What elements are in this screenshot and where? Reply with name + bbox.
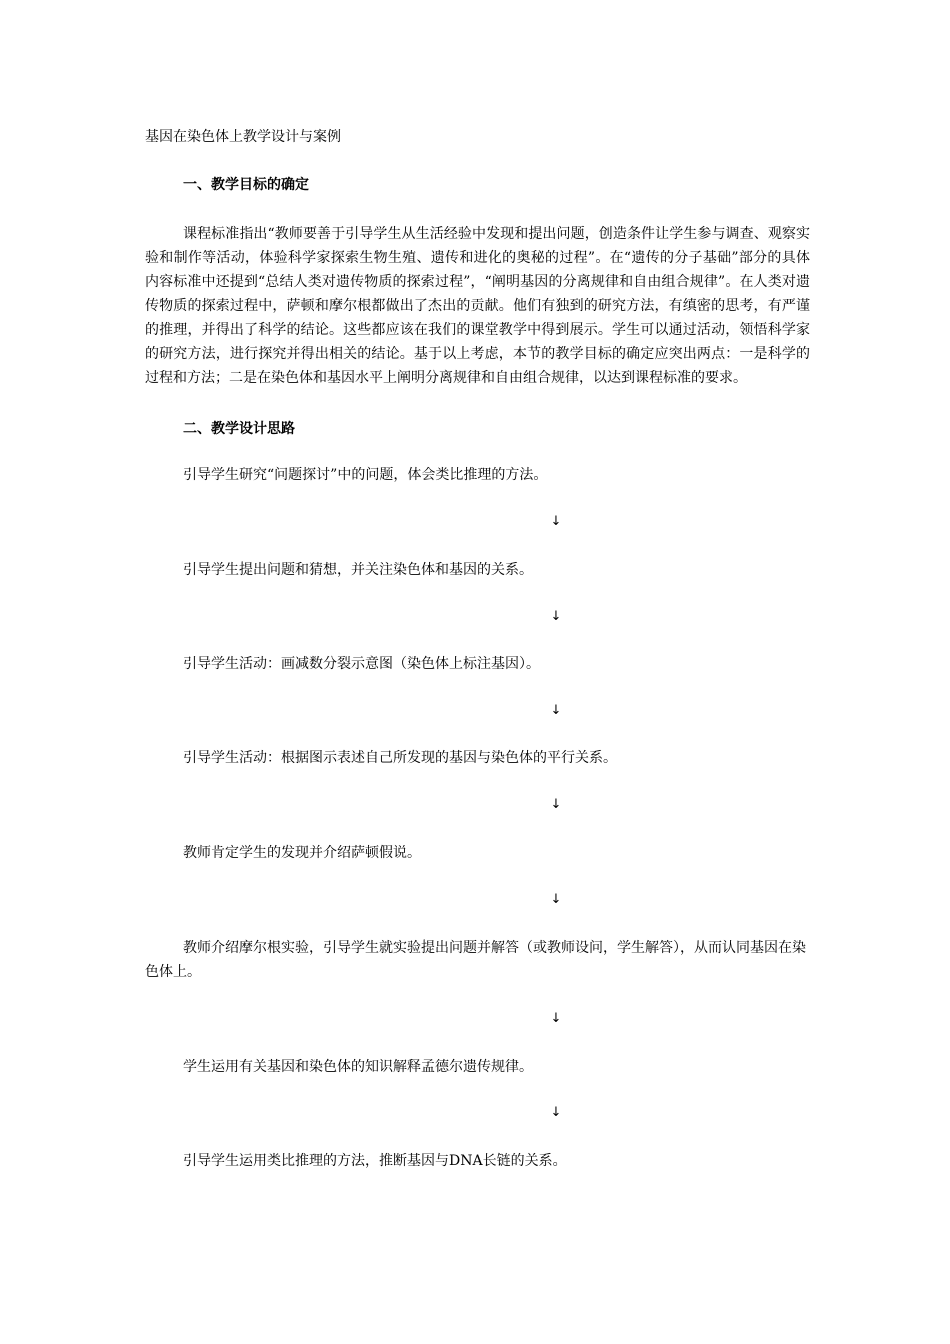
down-arrow-icon: ↓ (550, 1011, 562, 1026)
down-arrow-icon: ↓ (550, 703, 562, 718)
document-title: 基因在染色体上教学设计与案例 (145, 129, 341, 145)
down-arrow-icon: ↓ (550, 514, 562, 529)
section-heading-objectives: 一、教学目标的确定 (183, 177, 309, 193)
design-step-3: 引导学生活动：画减数分裂示意图（染色体上标注基因）。 (183, 656, 540, 672)
down-arrow-icon: ↓ (550, 1105, 562, 1120)
down-arrow-icon: ↓ (550, 609, 562, 624)
design-step-5: 教师肯定学生的发现并介绍萨顿假说。 (183, 845, 421, 861)
down-arrow-icon: ↓ (550, 797, 562, 812)
design-step-8: 引导学生运用类比推理的方法，推断基因与DNA长链的关系。 (183, 1153, 567, 1169)
section-heading-design: 二、教学设计思路 (183, 421, 295, 437)
design-step-6: 教师介绍摩尔根实验，引导学生就实验提出问题并解答（或教师设问，学生解答），从而认同基因在染色体上。 (145, 940, 806, 980)
design-step-7: 学生运用有关基因和染色体的知识解释孟德尔遗传规律。 (183, 1059, 533, 1075)
design-step-4: 引导学生活动：根据图示表述自己所发现的基因与染色体的平行关系。 (183, 750, 617, 766)
objectives-paragraph: 课程标准指出“教师要善于引导学生从生活经验中发现和提出问题，创造条件让学生参与调查、观察实验和制作等活动，体验科学家探索生物生殖、遗传和进化的奥秘的过程”。在“遗传的分子基础”部分的具体内容标准中还提到“总结人类对遗传物质的探索过程”，“阐明基因的分离规律和自由组合规律”。在人类对遗传物质的探索过程中，萨顿和摩尔根都做出了杰出的贡献。他们有独到的研究方法，有缜密的思考，有严谨的推理，并得出了科学的结论。这些都应该在我们的课堂教学中得到展示。学生可以通过活动，领悟科学家的研究方法，进行探究并得出相关的结论。基于以上考虑，本节的教学目标的确定应突出两点：一是科学的过程和方法；二是在染色体和基因水平上阐明分离规律和自由组合规律，以达到课程标准的要求。 (145, 226, 810, 386)
down-arrow-icon: ↓ (550, 892, 562, 907)
design-step-2: 引导学生提出问题和猜想，并关注染色体和基因的关系。 (183, 562, 533, 578)
design-step-1: 引导学生研究“问题探讨”中的问题，体会类比推理的方法。 (183, 467, 548, 483)
